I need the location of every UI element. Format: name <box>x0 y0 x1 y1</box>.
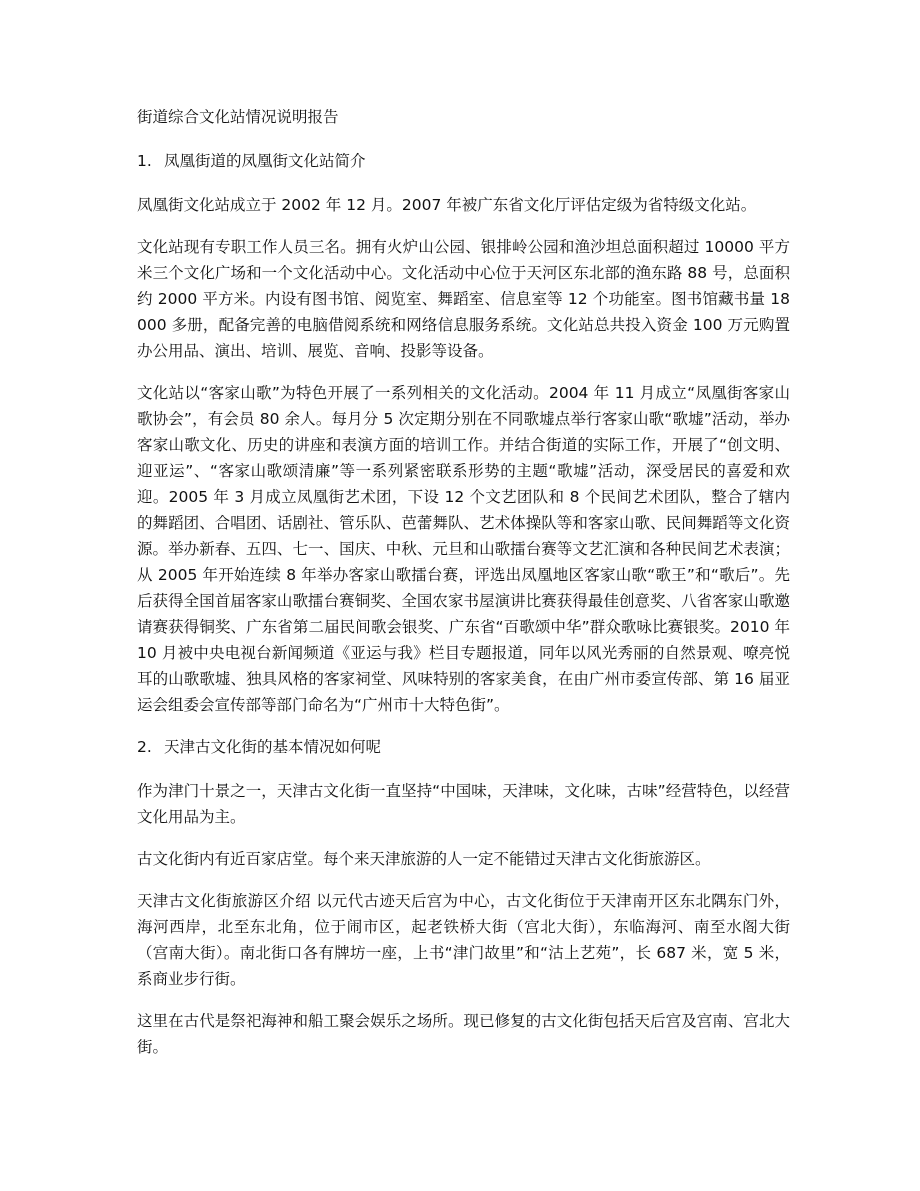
section-heading <box>137 734 790 760</box>
section-1 <box>137 148 790 718</box>
section-heading <box>137 148 790 174</box>
paragraph: 这里在古代是祭祀海神和船工聚会娱乐之场所。现已修复的古文化街包括天后宫及宫南、宫北大街。 <box>137 1012 790 1056</box>
section-number: 1. <box>137 152 152 170</box>
section-number: 2. <box>137 738 152 756</box>
paragraph: 文化站现有专职工作人员三名。拥有火炉山公园、银排岭公园和渔沙坦总面积超过 10000 平方米三个文化广场和一个文化活动中心。文化活动中心位于天河区东北部的渔东路 88 号，总面积约 2000 平方米。内设有图书馆、阅览室、舞蹈室、信息室等 12 个功能室。图书馆藏书量 18000 多册，配备完善的电脑借阅系统和网络信息服务系统。文化站总共投入资金 100 万元购置办公用品、演出、培训、展览、音响、投影等设备。 <box>137 238 790 360</box>
paragraph: 凤凰街文化站成立于 2002 年 12 月。2007 年被广东省文化厅评估定级为省特级文化站。 <box>137 196 757 214</box>
document-title: 街道综合文化站情况说明报告 <box>137 108 339 126</box>
paragraph: 文化站以“客家山歌”为特色开展了一系列相关的文化活动。2004 年 11 月成立“凤凰街客家山歌协会”，有会员 80 余人。每月分 5 次定期分别在不同歌墟点举行客家山歌“歌墟”活动，举办客家山歌文化、历史的讲座和表演方面的培训工作。并结合街道的实际工作，开展了“创文明、迎亚运”、“客家山歌颂清廉”等一系列紧密联系形势的主题“歌墟”活动，深受居民的喜爱和欢迎。2005 年 3 月成立凤凰街艺术团，下设 12 个文艺团队和 8 个民间艺术团队，整合了辖内的舞蹈团、合唱团、话剧社、管乐队、芭蕾舞队、艺术体操队等和客家山歌、民间舞蹈等文化资源。举办新春、五四、七一、国庆、中秋、元旦和山歌擂台赛等文艺汇演和各种民间艺术表演；从 2005 年开始连续 8 年举办客家山歌擂台赛，评选出凤凰地区客家山歌“歌王”和“歌后”。先后获得全国首届客家山歌擂台赛铜奖、全国农家书屋演讲比赛获得最佳创意奖、八省客家山歌邀请赛获得铜奖、广东省第二届民间歌会银奖、广东省“百歌颂中华”群众歌咏比赛银奖。2010 年 10 月被中央电视台新闻频道《亚运与我》栏目专题报道，同年以风光秀丽的自然景观、嘹亮悦耳的山歌歌墟、独具风格的客家祠堂、风味特别的客家美食，在由广州市委宣传部、第 16 届亚运会组委会宣传部等部门命名为“广州市十大特色街”。 <box>137 384 790 714</box>
section-heading-text: 凤凰街道的凤凰街文化站简介 <box>164 152 366 170</box>
section-2 <box>137 734 790 1060</box>
paragraph: 天津古文化街旅游区介绍 以元代古迹天后宫为中心，古文化街位于天津南开区东北隅东门外，海河西岸，北至东北角，位于闹市区，起老铁桥大街（宫北大街），东临海河、南至水阁大街（宫南大街）。南北街口各有牌坊一座，上书“津门故里”和“沽上艺苑”，长 687 米，宽 5 米，系商业步行街。 <box>137 892 790 988</box>
paragraph: 作为津门十景之一，天津古文化街一直坚持“中国味，天津味，文化味，古味”经营特色，以经营文化用品为主。 <box>137 782 790 826</box>
section-heading-text: 天津古文化街的基本情况如何呢 <box>164 738 382 756</box>
paragraph: 古文化街内有近百家店堂。每个来天津旅游的人一定不能错过天津古文化街旅游区。 <box>137 850 711 868</box>
